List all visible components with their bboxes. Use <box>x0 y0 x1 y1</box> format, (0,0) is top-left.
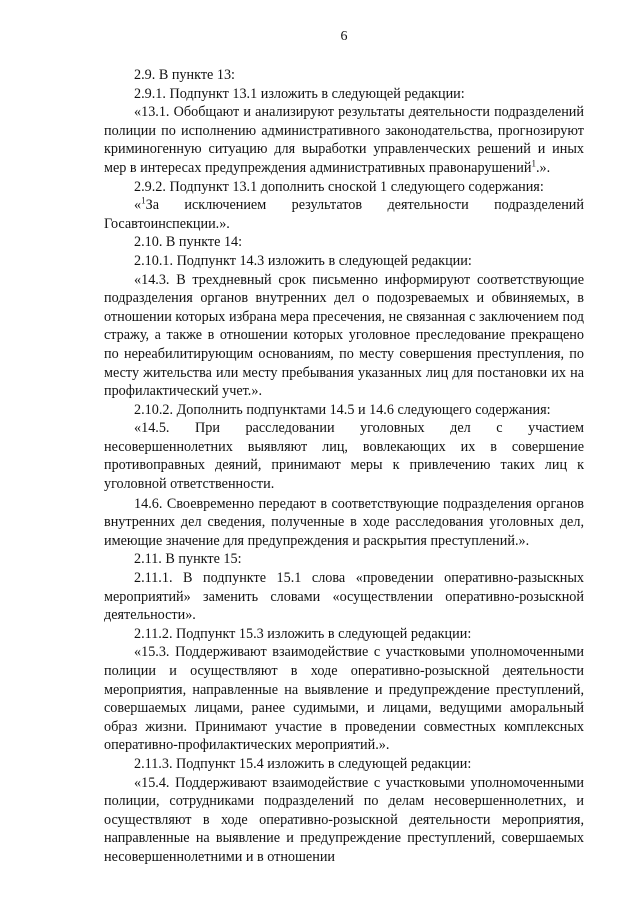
paragraph-2-9-1: 2.9.1. Подпункт 13.1 изложить в следующей редакции: <box>134 85 465 102</box>
paragraph-14-3: «14.3. В трехдневный срок письменно информируют соответствующие подразделения органов внутренних дел о подозреваемых и обвиняемых, в отношении которых избрана мера пресечения, не связанная с заключением под стражу, а также в отношении которых уголовное преследование прекращено по нереабилитирующим основаниям, по месту совершения преступления, по месту жительства или месту пребывания указанных лиц для постановки их на профилактический учет.». <box>104 271 584 400</box>
footnote-text: За исключением результатов деятельности подразделений Госавтоинспекции.». <box>104 197 584 232</box>
paragraph-2-9: 2.9. В пункте 13: <box>134 67 235 83</box>
paragraph-13-1-tail: .». <box>535 159 551 176</box>
paragraph-2-10-2: 2.10.2. Дополнить подпунктами 14.5 и 14.6 следующего содержания: <box>134 401 551 418</box>
paragraph-2-11-2: 2.11.2. Подпункт 15.3 изложить в следующей редакции: <box>134 625 472 642</box>
paragraph-14-6: 14.6. Своевременно передают в соответствующие подразделения органов внутренних дел сведения, полученные в ходе расследования уголовных дел, имеющие значение для предупреждения и раскрытия преступлений.». <box>104 495 584 549</box>
paragraph-2-9-2: 2.9.2. Подпункт 13.1 дополнить сноской 1 следующего содержания: <box>134 178 544 195</box>
paragraph-2-11: 2.11. В пункте 15: <box>134 551 242 568</box>
footnote-paragraph <box>104 196 584 233</box>
footnote-marker-2: 1 <box>141 195 146 206</box>
document-page <box>104 28 584 867</box>
paragraph-14-5: «14.5. При расследовании уголовных дел с участием несовершеннолетних выявляют лиц, вовлекающих их в совершение противоправных деяний, принимают меры к привлечению таких лиц к уголовной ответственности. <box>104 420 584 493</box>
paragraph-15-3: «15.3. Поддерживают взаимодействие с участковыми уполномоченными полиции и осуществляют в ходе оперативно-розыскной деятельности мероприятия, направленные на выявление и предупреждение преступлений, совершаемых лицами, ранее судимыми, и лицами, ведущими аморальный образ жизни. Принимают участие в проведении совместных комплексных оперативно-профилактических мероприятий.». <box>104 644 584 754</box>
paragraph-15-4: «15.4. Поддерживают взаимодействие с участковыми уполномоченными полиции, сотрудниками подразделений по делам несовершеннолетних, и осуществляют в ходе оперативно-розыскной деятельности мероприятия, направленные на выявление и предупреждение преступлений, совершаемых несовершеннолетними и в отношении <box>104 774 584 865</box>
paragraph-2-10-1: 2.10.1. Подпункт 14.3 изложить в следующей редакции: <box>134 252 472 269</box>
paragraph-13-1-text: «13.1. Обобщают и анализируют результаты деятельности подразделений полиции по исполнению административного законодательства, прогнозируют криминогенную ситуацию для выработки управленческих решений и иных мер в интересах предупреждения административных правонарушений <box>104 104 584 176</box>
footnote-open-quote: « <box>134 197 142 214</box>
page-number: 6 <box>340 29 348 44</box>
footnote-marker: 1 <box>531 158 536 169</box>
paragraph-13-1 <box>104 103 584 177</box>
paragraph-2-11-1: 2.11.1. В подпункте 15.1 слова «проведении оперативно-разыскных мероприятий» заменить словами «осуществлении оперативно-розыскной деятельности». <box>104 570 584 624</box>
paragraph-2-10: 2.10. В пункте 14: <box>134 234 243 251</box>
paragraph-2-11-3: 2.11.3. Подпункт 15.4 изложить в следующей редакции: <box>134 755 472 772</box>
